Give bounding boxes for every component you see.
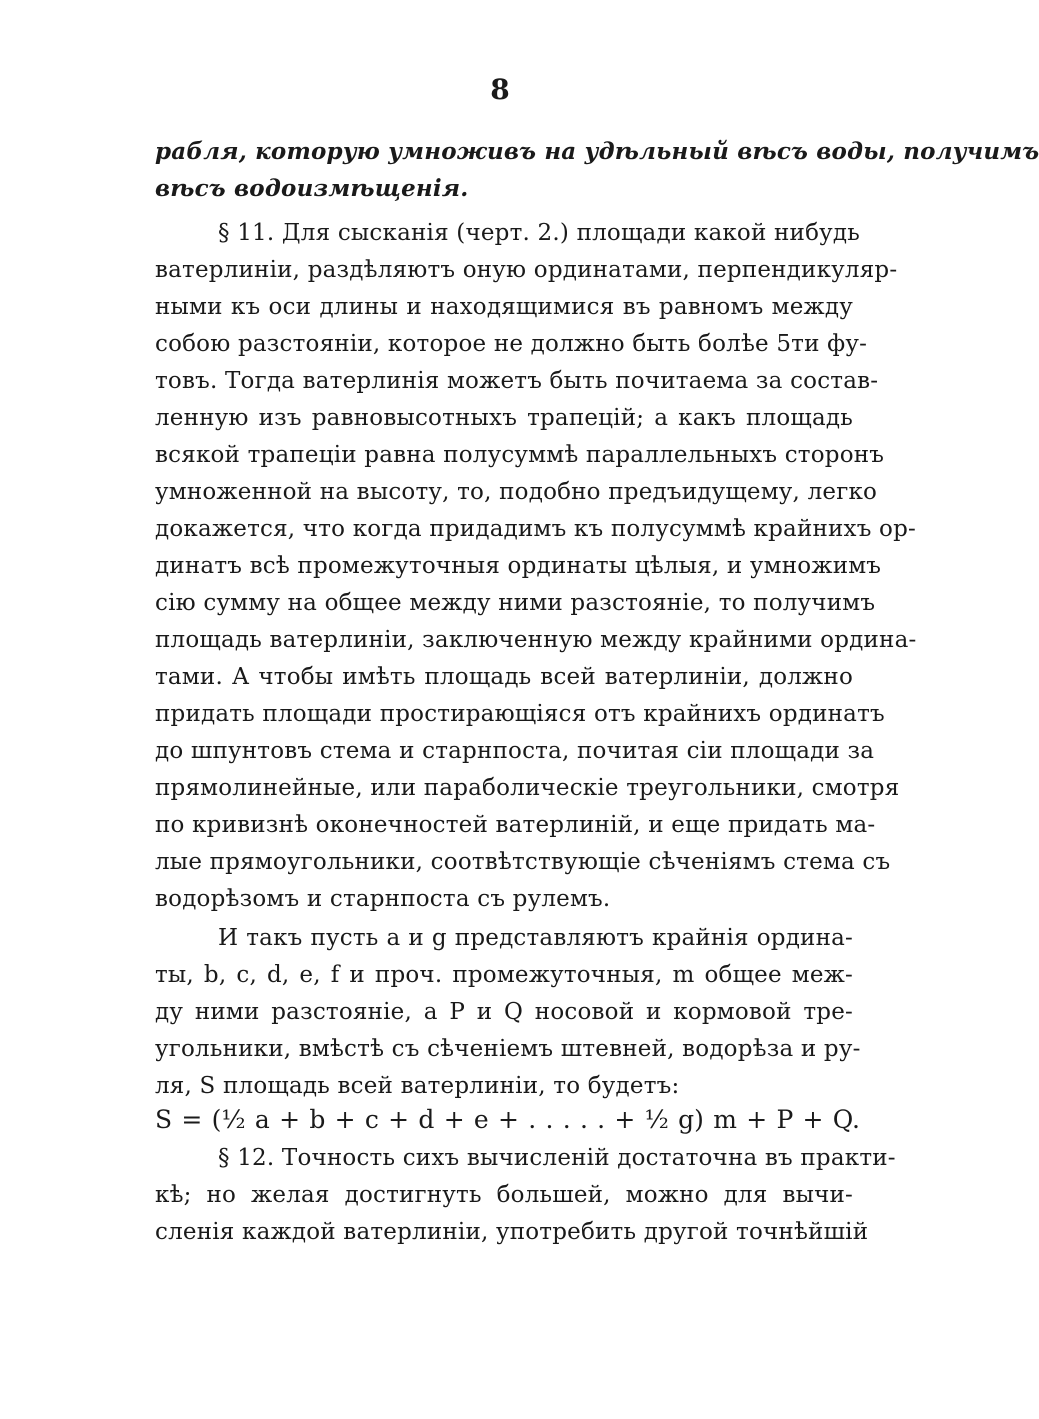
page-number: 8 [490,73,510,106]
text-line-8: ленную изъ равновысотныхъ трапецій; а какъ площадь [155,405,853,431]
text-line-2: вѣсъ водоизмѣщенія. [155,175,469,202]
text-line-25: угольники, вмѣстѣ съ сѣченіемъ штевней, водорѣза и ру- [155,1036,861,1062]
text-line-28: § 12. Точность сихъ вычисленій достаточна въ практи- [218,1145,896,1171]
text-line-7: товъ. Тогда ватерлинія можетъ быть почитаема за состав- [155,368,879,394]
area-formula: S = (½ a + b + c + d + e + . . . . . + ½ g) m + P + Q. [155,1105,860,1134]
text-line-3: § 11. Для сысканія (черт. 2.) площади какой нибудь [218,220,860,246]
text-line-14: площадь ватерлиніи, заключенную между крайними ордина- [155,627,917,653]
text-line-21: водорѣзомъ и старнпоста съ рулемъ. [155,886,611,912]
text-line-5: ными къ оси длины и находящимися въ равномъ между [155,294,853,320]
text-line-23: ты, b, c, d, e, f и проч. промежуточныя, m общее меж- [155,962,853,988]
text-line-16: придать площади простирающіяся отъ крайнихъ ординатъ [155,701,885,727]
text-line-6: собою разстояніи, которое не должно быть болѣе 5ти фу- [155,331,868,357]
text-line-13: сію сумму на общее между ними разстояніе, то получимъ [155,590,876,616]
text-line-20: лые прямоугольники, соотвѣтствующіе сѣченіямъ стема съ [155,849,891,875]
text-line-4: ватерлиніи, раздѣляютъ оную ординатами, перпендикуляр- [155,257,898,283]
text-line-11: докажется, что когда придадимъ къ полусуммѣ крайнихъ ор- [155,516,917,542]
text-line-30: сленія каждой ватерлиніи, употребить другой точнѣйшій [155,1219,869,1245]
text-line-17: до шпунтовъ стема и старнпоста, почитая сіи площади за [155,738,875,764]
text-line-18: прямолинейные, или параболическіе треугольники, смотря [155,775,900,801]
text-line-9: всякой трапеціи равна полусуммѣ параллельныхъ сторонъ [155,442,885,468]
text-line-12: динатъ всѣ промежуточныя ординаты цѣлыя, и умножимъ [155,553,882,579]
text-line-10: умноженной на высоту, то, подобно предъидущему, легко [155,479,878,505]
text-line-24: ду ними разстояніе, а P и Q носовой и кормовой тре- [155,999,853,1025]
text-line-1: рабля, которую умноживъ на удѣльный вѣсъ воды, получимъ [155,138,1039,165]
text-line-15: тами. А чтобы имѣть площадь всей ватерлиніи, должно [155,664,853,690]
text-line-19: по кривизнѣ оконечностей ватерлиній, и еще придать ма- [155,812,876,838]
text-line-22: И такъ пусть a и g представляютъ крайнія ордина- [218,925,853,951]
text-line-26: ля, S площадь всей ватерлиніи, то будетъ: [155,1073,680,1099]
text-line-29: кѣ; но желая достигнуть большей, можно для вычи- [155,1182,853,1208]
